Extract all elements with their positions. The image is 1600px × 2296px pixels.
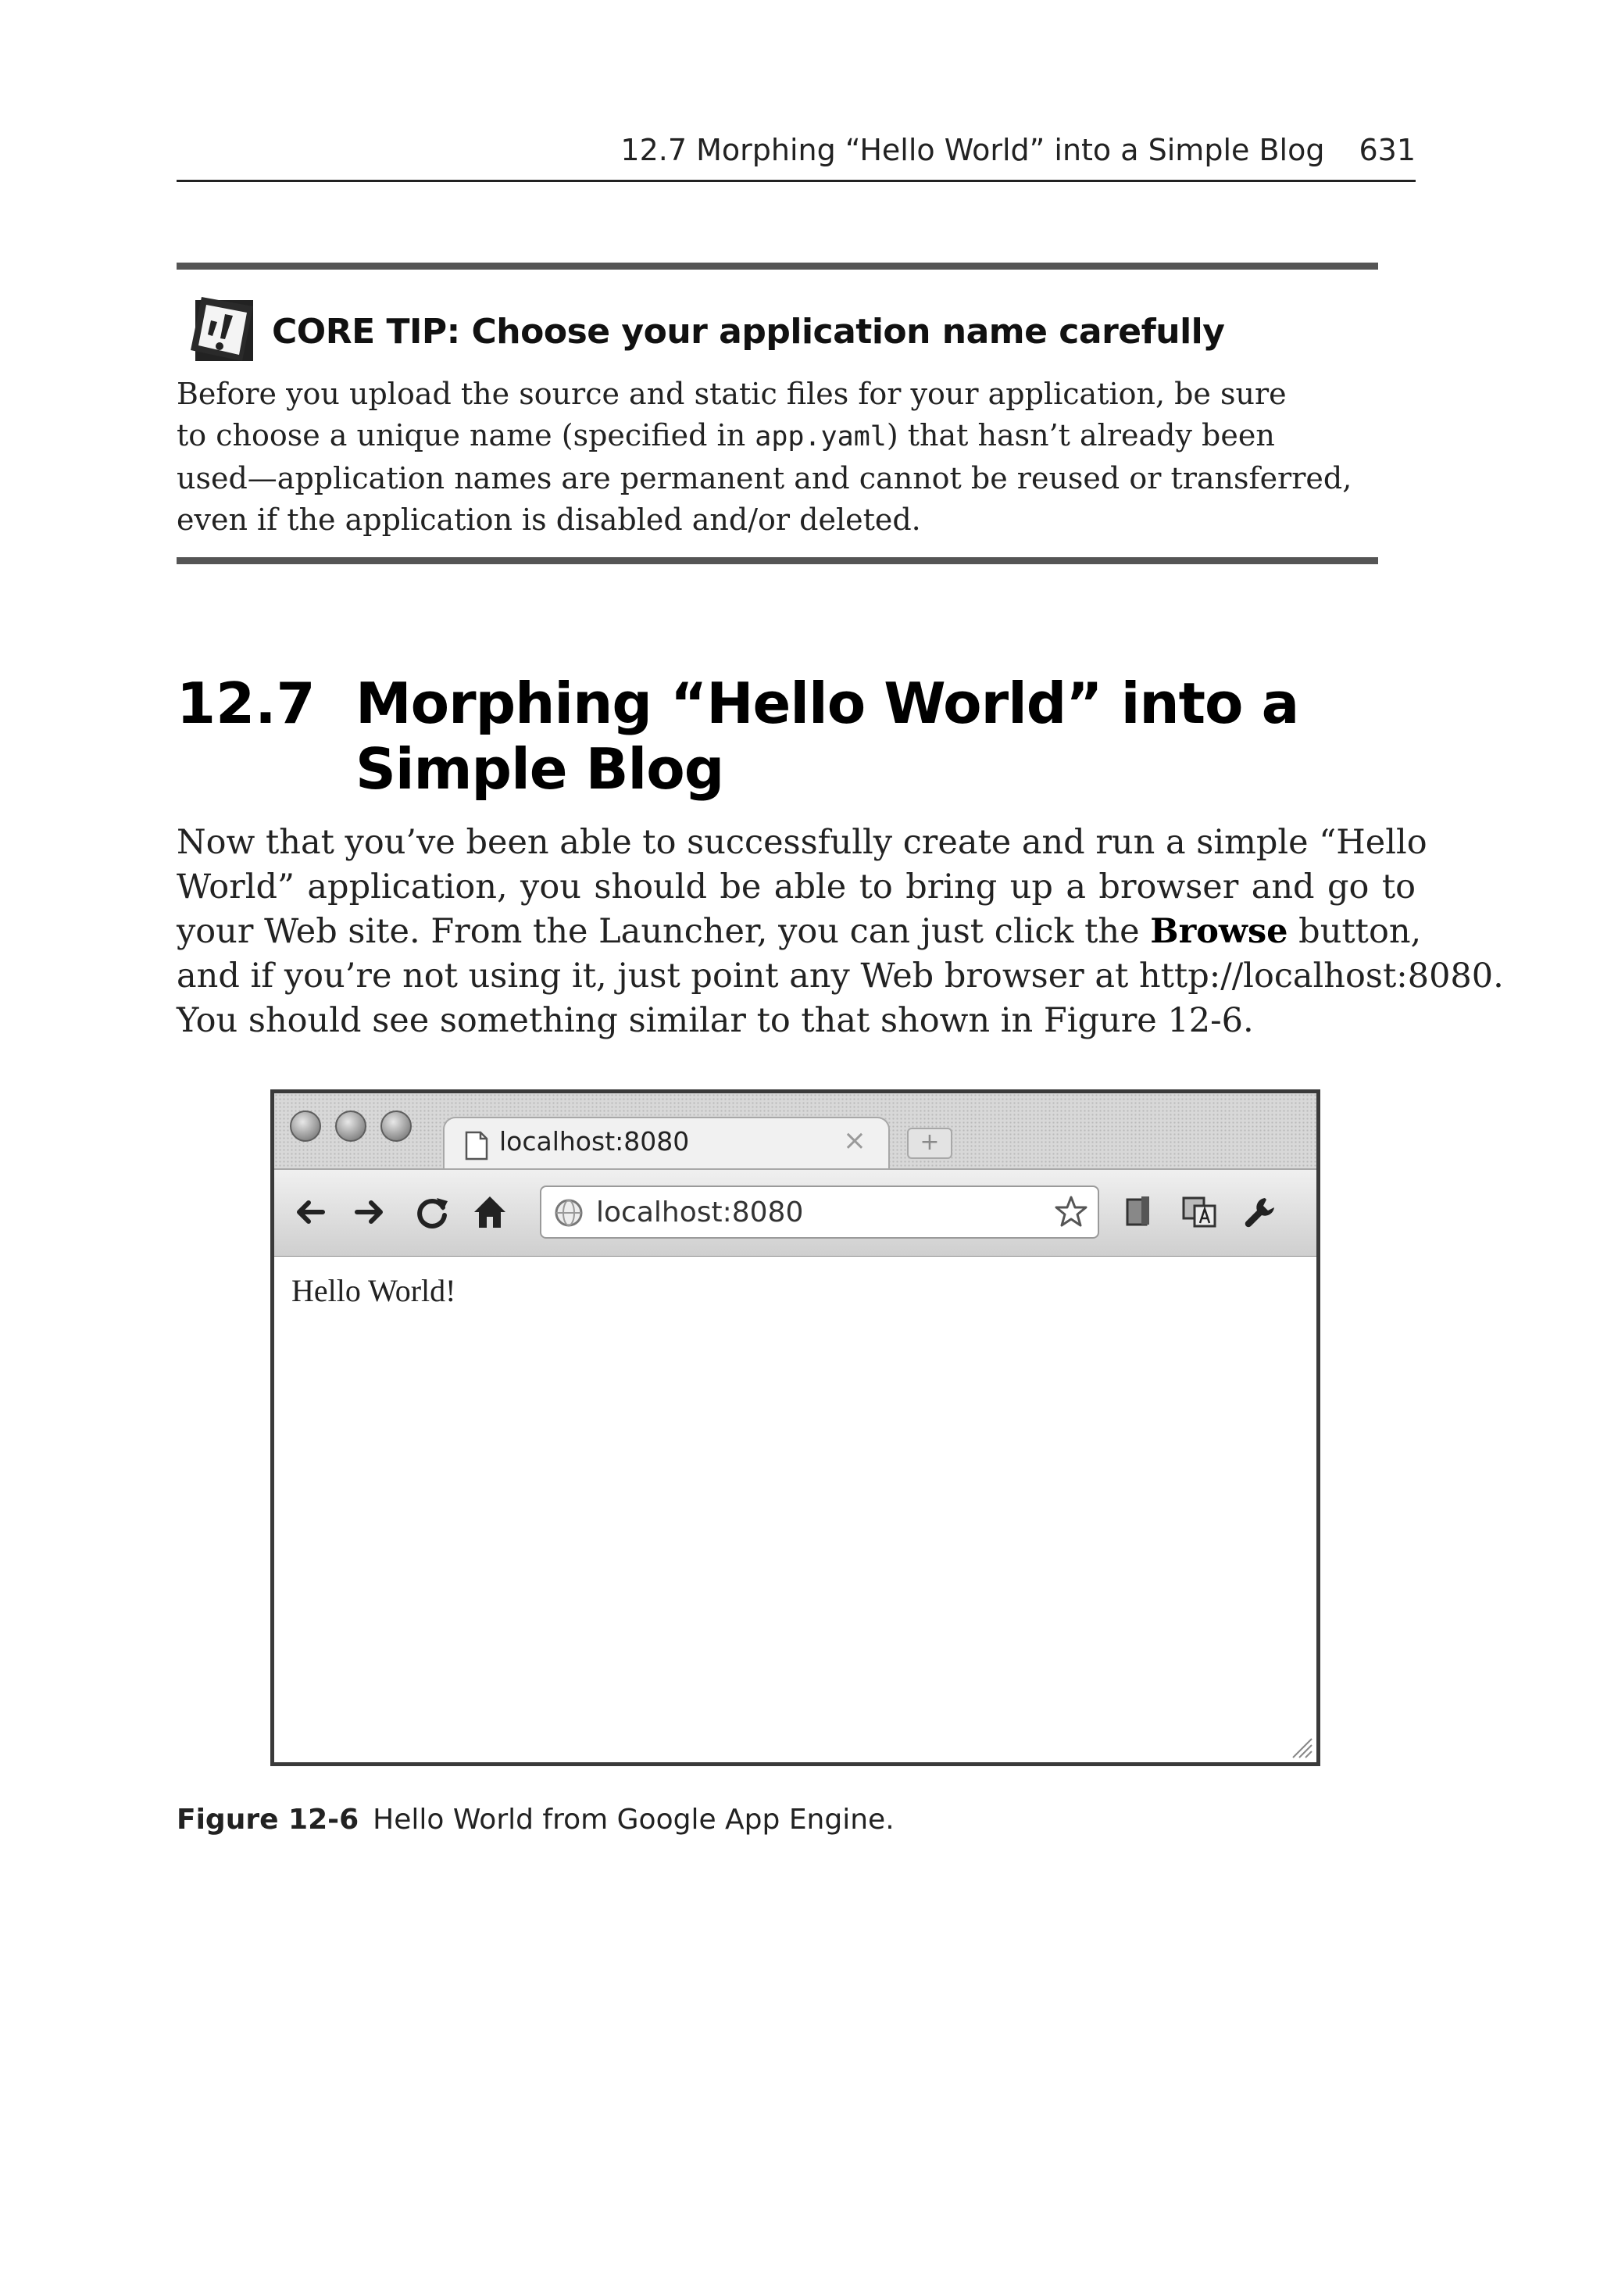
wrench-icon[interactable] [1241,1193,1279,1231]
home-icon[interactable] [471,1193,509,1231]
tip-bottom-rule [177,557,1378,564]
page-action-icon[interactable] [1120,1193,1157,1231]
new-tab-button[interactable]: + [907,1128,952,1159]
core-tip-header [188,295,1224,367]
core-tip-title: CORE TIP: Choose your application name carefully [272,311,1225,352]
running-header-title: 12.7 Morphing “Hello World” into a Simple Blog [620,133,1325,167]
body-paragraph [177,821,1504,1043]
star-icon[interactable] [1054,1195,1088,1229]
section-number: 12.7 [177,671,316,736]
browser-viewport [274,1257,1316,1762]
back-arrow-icon[interactable] [291,1193,329,1231]
page-number: 631 [1359,133,1416,167]
tip-line: used—application names are permanent and cannot be reused or transferred, [177,461,1352,495]
browser-tab[interactable] [443,1117,890,1168]
browser-toolbar [274,1168,1316,1256]
figure-label: Figure 12-6 [177,1804,359,1836]
resize-grip-icon[interactable] [1287,1733,1313,1759]
window-minimize-button[interactable] [335,1110,366,1142]
running-header [177,120,1416,182]
page-body-text: Hello World! [291,1273,456,1308]
reload-icon[interactable] [413,1193,451,1231]
browser-window-figure [270,1089,1320,1766]
paragraph-line: World” application, you should be able to bring up a browser and go to [177,867,1416,907]
window-close-button[interactable] [290,1110,321,1142]
tip-top-rule [177,263,1378,270]
tab-label: localhost:8080 [499,1126,690,1157]
figure-caption [177,1804,895,1836]
page-icon [465,1131,488,1161]
paragraph-line: You should see something similar to that shown in Figure 12-6. [177,1001,1254,1040]
section-title-line: Simple Blog [355,736,724,802]
browse-term: Browse [1150,912,1288,951]
warning-exclamation-icon [188,295,259,367]
tip-line: Before you upload the source and static files for your application, be sure [177,377,1287,411]
window-zoom-button[interactable] [380,1110,412,1142]
address-input[interactable] [596,1192,1018,1232]
forward-arrow-icon[interactable] [351,1193,388,1231]
tab-close-icon[interactable]: × [842,1125,866,1157]
address-bar[interactable] [540,1186,1099,1239]
browser-chrome [274,1093,1316,1257]
tip-line: to choose a unique name (specified in app.yaml) that hasn’t already been [177,418,1275,452]
code-filename: app.yaml [755,421,887,452]
section-title-line: Morphing “Hello World” into a [355,671,1299,736]
tip-line: even if the application is disabled and/or deleted. [177,502,921,537]
paragraph-line: your Web site. From the Launcher, you can just click the Browse button, [177,912,1422,951]
core-tip-body [177,374,1380,541]
paragraph-line: Now that you’ve been able to successfully create and run a simple “Hello [177,823,1427,862]
figure-caption-text: Hello World from Google App Engine. [373,1804,895,1836]
translate-icon[interactable] [1180,1193,1218,1231]
paragraph-line: and if you’re not using it, just point any Web browser at http://localhost:8080. [177,957,1504,996]
globe-icon [554,1198,584,1228]
section-title [355,671,1387,802]
